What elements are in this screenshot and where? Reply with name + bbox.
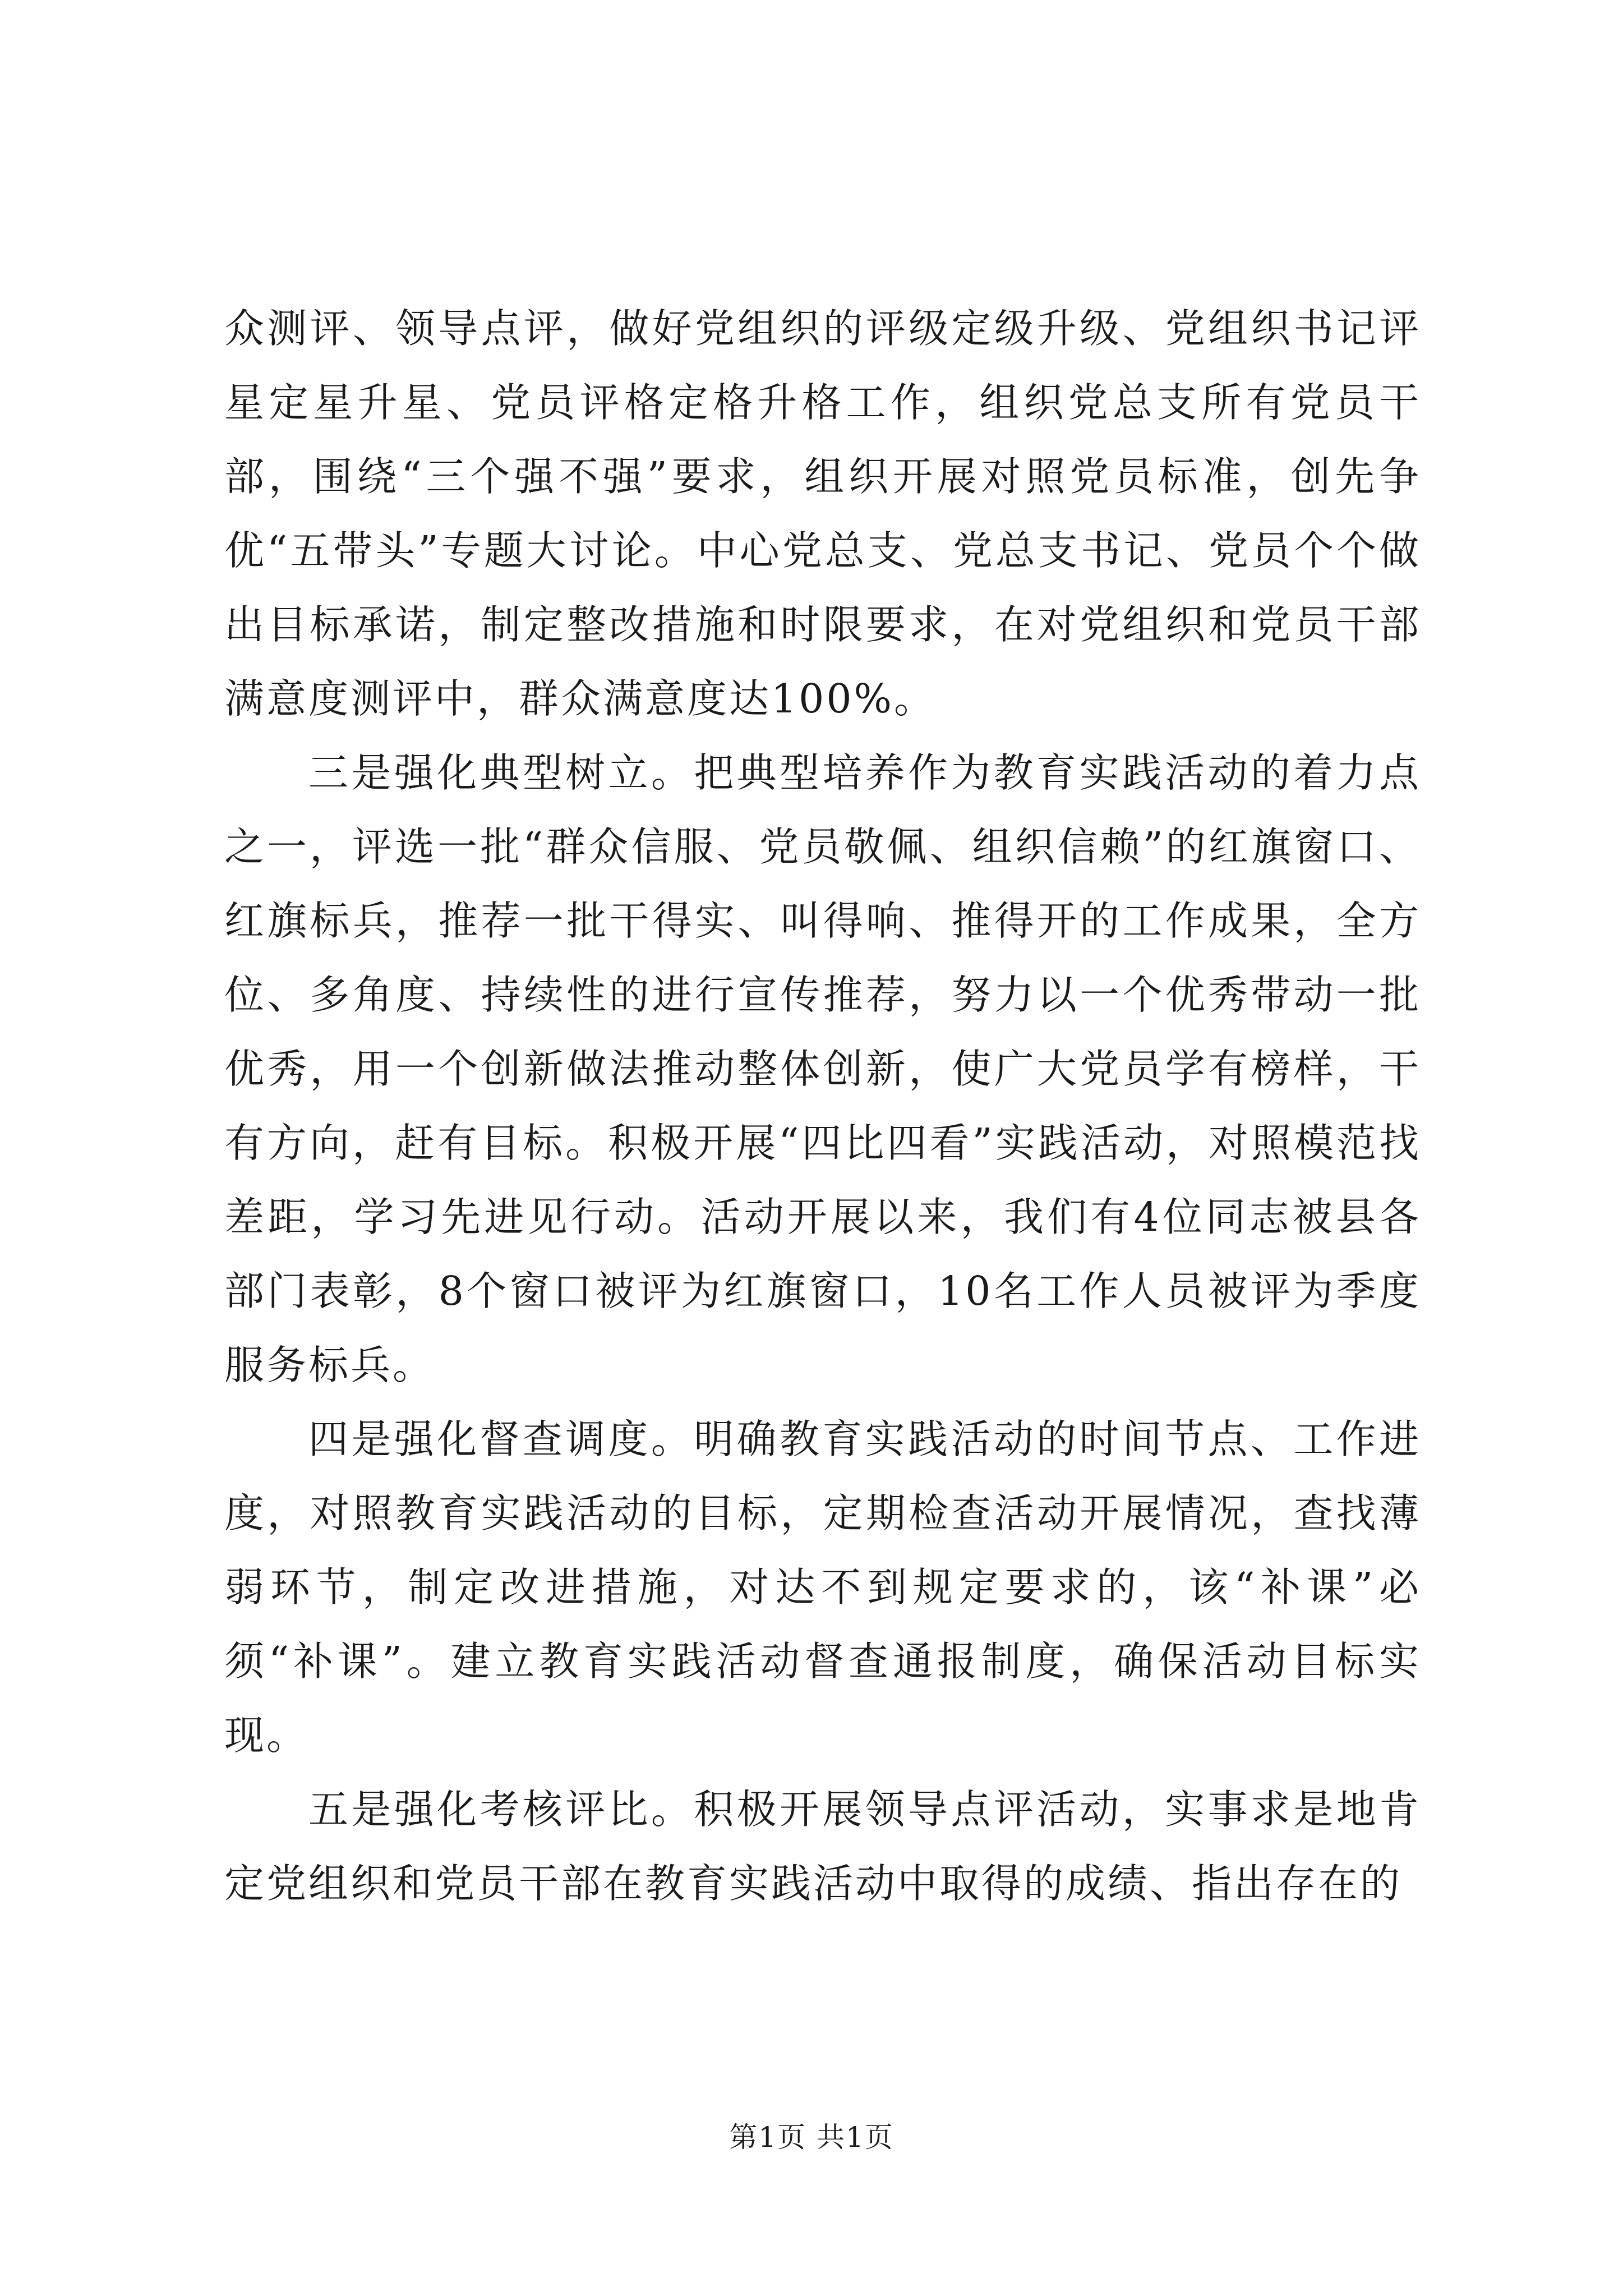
body-text	[224, 292, 1421, 1921]
paragraph-assessment: 五是强化考核评比。积极开展领导点评活动，实事求是地肯定党组织和党员干部在教育实践活动中取得的成绩、指出存在的	[224, 1786, 1421, 1907]
page-footer: 第1页 共1页	[729, 2121, 894, 2154]
paragraph-typical-examples: 三是强化典型树立。把典型培养作为教育实践活动的着力点之一，评选一批“群众信服、党员敬佩、组织信赖”的红旗窗口、红旗标兵，推荐一批干得实、叫得响、推得开的工作成果，全方位、多角度、持续性的进行宣传推荐，努力以一个优秀带动一批优秀，用一个创新做法推动整体创新，使广大党员学有榜样，干有方向，赶有目标。积极开展“四比四看”实践活动，对照模范找差距，学习先进见行动。活动开展以来，我们有4位同志被县各部门表彰，8个窗口被评为红旗窗口，10名工作人员被评为季度服务标兵。	[224, 749, 1421, 1388]
paragraph-supervision: 四是强化督查调度。明确教育实践活动的时间节点、工作进度，对照教育实践活动的目标，定期检查活动开展情况，查找薄弱环节，制定改进措施，对达不到规定要求的，该“补课”必须“补课”。建立教育实践活动督查通报制度，确保活动目标实现。	[224, 1416, 1421, 1759]
paragraph-continuation: 众测评、领导点评，做好党组织的评级定级升级、党组织书记评星定星升星、党员评格定格升格工作，组织党总支所有党员干部，围绕“三个强不强”要求，组织开展对照党员标准，创先争优“五带头”专题大讨论。中心党总支、党总支书记、党员个个做出目标承诺，制定整改措施和时限要求，在对党组织和党员干部满意度测评中，群众满意度达100%。	[224, 305, 1421, 722]
